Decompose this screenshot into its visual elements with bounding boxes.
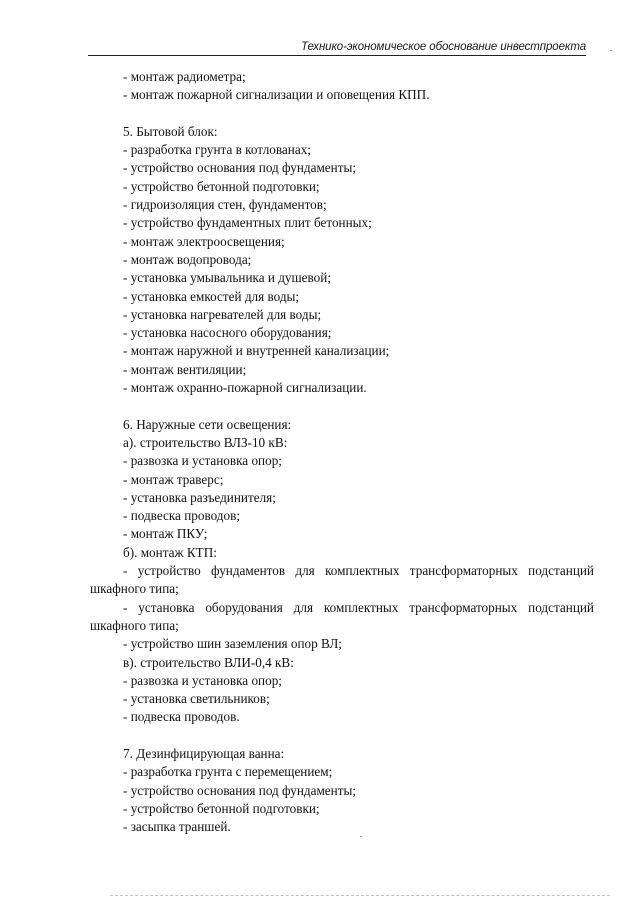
list-item: - устройство основания под фундаменты; — [123, 160, 357, 176]
list-item: - установка разъединителя; — [123, 489, 276, 505]
header-title: Технико-экономическое обоснование инвестпроекта — [300, 41, 586, 53]
scan-speck — [360, 836, 362, 837]
list-item: - устройство бетонной подготовки; — [123, 800, 320, 816]
list-item: - установка умывальника и душевой; — [123, 270, 331, 286]
list-item: - установка светильников; — [123, 691, 270, 707]
section-heading: 6. Наружные сети освещения: — [123, 416, 292, 432]
list-item: - монтаж ПКУ; — [123, 526, 208, 542]
list-item: - засыпка траншей. — [123, 819, 231, 835]
list-item: - установка емкостей для воды; — [123, 288, 300, 304]
list-item: - монтаж пожарной сигнализации и оповещения КПП. — [123, 87, 430, 103]
list-item: - развозка и установка опор; — [123, 453, 282, 469]
list-item: - развозка и установка опор; — [123, 672, 282, 688]
list-item: - установка оборудования для комплектных трансформаторных подстанций — [123, 599, 594, 615]
list-item: - установка насосного оборудования; — [123, 325, 332, 341]
list-item: - монтаж водопровода; — [123, 251, 252, 267]
list-item: - монтаж радиометра; — [123, 69, 246, 84]
list-item: - разработка грунта в котлованах; — [123, 142, 311, 158]
subsection-heading: в). строительство ВЛИ-0,4 кВ: — [123, 654, 294, 670]
list-item: - монтаж вентиляции; — [123, 361, 247, 377]
list-item: - устройство фундаментов для комплектных трансформаторных подстанций — [123, 563, 594, 579]
list-item-continuation: шкафного типа; — [90, 581, 179, 597]
list-item: - монтаж наружной и внутренней канализации; — [123, 343, 390, 359]
page-header — [88, 40, 586, 58]
document-body — [90, 68, 594, 836]
list-item: - монтаж электроосвещения; — [123, 233, 285, 249]
spacer — [90, 727, 594, 745]
list-item: - разработка грунта с перемещением; — [123, 764, 333, 780]
list-item: - устройство фундаментных плит бетонных; — [123, 215, 372, 231]
scan-speck — [610, 50, 612, 51]
list-item: - монтаж охранно-пожарной сигнализации. — [123, 380, 367, 396]
spacer — [90, 397, 594, 415]
list-item: - монтаж траверс; — [123, 471, 224, 487]
subsection-heading: а). строительство ВЛЗ-10 кВ: — [123, 434, 288, 450]
header-rule — [88, 55, 586, 56]
spacer — [90, 105, 594, 123]
section-heading: 5. Бытовой блок: — [123, 123, 218, 139]
list-item: - подвеска проводов. — [123, 709, 240, 725]
list-item: - устройство основания под фундаменты; — [123, 782, 357, 798]
section-heading: 7. Дезинфицирующая ванна: — [123, 745, 285, 761]
list-item: - устройство шин заземления опор ВЛ; — [123, 636, 342, 652]
scan-footer-line — [110, 895, 610, 896]
list-item: - установка нагревателей для воды; — [123, 306, 322, 322]
list-item: - гидроизоляция стен, фундаментов; — [123, 197, 327, 213]
subsection-heading: б). монтаж КТП: — [123, 544, 217, 560]
list-item: - устройство бетонной подготовки; — [123, 178, 320, 194]
list-item-continuation: шкафного типа; — [90, 617, 179, 633]
list-item: - подвеска проводов; — [123, 508, 240, 524]
